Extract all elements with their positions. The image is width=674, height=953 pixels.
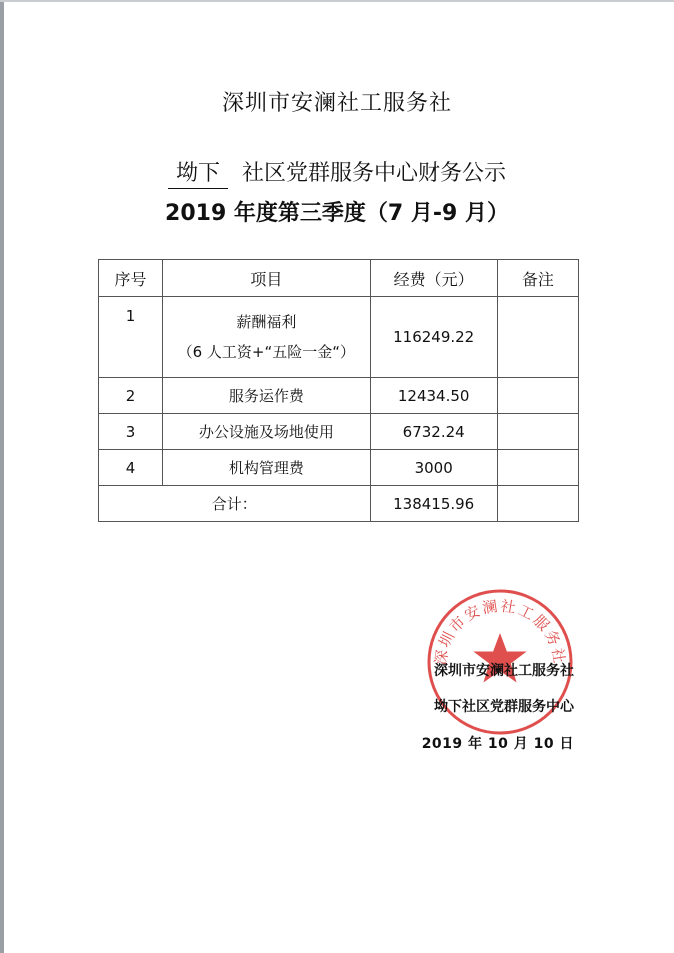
- row-no: 4: [99, 450, 163, 486]
- row-item: 服务运作费: [163, 378, 370, 414]
- signature-center: 坳下社区党群服务中心: [434, 699, 574, 715]
- total-amount: 138415.96: [370, 486, 497, 522]
- total-note: [497, 486, 578, 522]
- row-amount: 116249.22: [370, 297, 497, 378]
- row-amount: 12434.50: [370, 378, 497, 414]
- header-item: 项目: [163, 260, 370, 297]
- total-label: 合计：: [99, 486, 371, 522]
- center-title-line: [0, 156, 674, 189]
- header-no: 序号: [99, 260, 163, 297]
- row-note: [497, 450, 578, 486]
- header-amount: 经费（元）: [370, 260, 497, 297]
- row-no: 2: [99, 378, 163, 414]
- period-title: 2019 年度第三季度（7 月-9 月）: [165, 201, 509, 226]
- row-item-line1: 薪酬福利: [236, 313, 297, 331]
- header-note: 备注: [497, 260, 578, 297]
- seal-text: 深圳市安澜社工服务社: [431, 596, 569, 667]
- table-row: [99, 297, 579, 378]
- row-no: 3: [99, 414, 163, 450]
- row-amount: 3000: [370, 450, 497, 486]
- center-title: 社区党群服务中心财务公示: [242, 161, 507, 186]
- table-header-row: [99, 260, 579, 297]
- row-amount: 6732.24: [370, 414, 497, 450]
- finance-table: [98, 259, 579, 522]
- row-item-line2: （6 人工资+“五险一金“）: [177, 343, 356, 361]
- table-row: [99, 378, 579, 414]
- page-top-edge: [0, 0, 674, 2]
- page-left-edge: [0, 0, 4, 953]
- community-name-blank: 坳下: [168, 161, 228, 189]
- row-note: [497, 297, 578, 378]
- signature-date: 2019 年 10 月 10 日: [421, 736, 574, 752]
- row-no: 1: [99, 297, 163, 378]
- row-item: 办公设施及场地使用: [163, 414, 370, 450]
- org-title: 深圳市安澜社工服务社: [221, 91, 452, 116]
- table-row: [99, 414, 579, 450]
- signature-org: 深圳市安澜社工服务社: [434, 663, 574, 679]
- row-note: [497, 378, 578, 414]
- row-item: 机构管理费: [163, 450, 370, 486]
- table-row: [99, 450, 579, 486]
- row-item: [163, 297, 370, 378]
- table-total-row: [99, 486, 579, 522]
- row-note: [497, 414, 578, 450]
